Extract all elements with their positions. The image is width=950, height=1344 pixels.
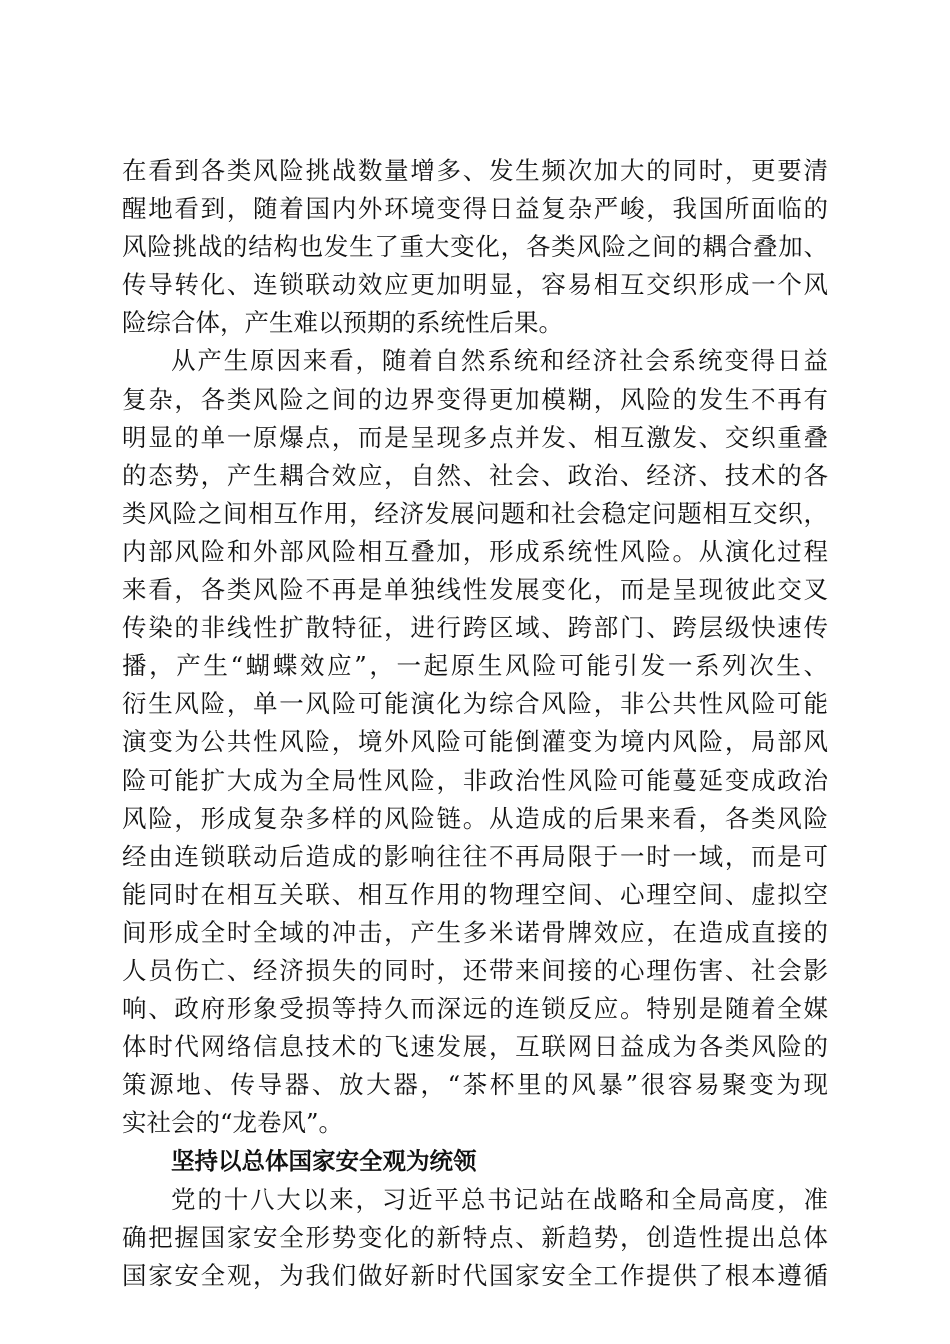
text-line: 风险挑战的结构也发生了重大变化，各类风险之间的耦合叠加、	[122, 232, 828, 262]
text-line: 演变为公共性风险，境外风险可能倒灌变为境内风险，局部风	[122, 727, 828, 757]
text-line: 传导转化、连锁联动效应更加明显，容易相互交织形成一个风	[122, 270, 828, 300]
text-line: 类风险之间相互作用，经济发展问题和社会稳定问题相互交织，	[122, 498, 828, 528]
text-line: 的态势，产生耦合效应，自然、社会、政治、经济、技术的各	[122, 460, 828, 490]
text-line: 复杂，各类风险之间的边界变得更加模糊，风险的发生不再有	[122, 384, 828, 414]
text-line: 响、政府形象受损等持久而深远的连锁反应。特别是随着全媒	[122, 994, 828, 1024]
paragraph-risk-structure	[122, 152, 828, 342]
text-line: 从产生原因来看，随着自然系统和经济社会系统变得日益	[171, 346, 828, 376]
text-line: 国家安全观，为我们做好新时代国家安全工作提供了根本遵循	[122, 1260, 828, 1290]
text-line: 播，产生“蝴蝶效应”，一起原生风险可能引发一系列次生、	[122, 651, 828, 681]
text-line: 体时代网络信息技术的飞速发展，互联网日益成为各类风险的	[122, 1032, 828, 1062]
text-line: 党的十八大以来，习近平总书记站在战略和全局高度，准	[171, 1184, 828, 1214]
paragraph-security-concept	[122, 1181, 828, 1295]
text-line: 间形成全时全域的冲击，产生多米诺骨牌效应，在造成直接的	[122, 917, 828, 947]
section-heading: 坚持以总体国家安全观为统领	[171, 1147, 477, 1176]
text-line: 衍生风险，单一风险可能演化为综合风险，非公共性风险可能	[122, 689, 828, 719]
document-body	[122, 152, 828, 1295]
text-line: 传染的非线性扩散特征，进行跨区域、跨部门、跨层级快速传	[122, 613, 828, 643]
text-line: 经由连锁联动后造成的影响往往不再局限于一时一域，而是可	[122, 841, 828, 871]
paragraph-risk-causes	[122, 342, 828, 1142]
text-line: 在看到各类风险挑战数量增多、发生频次加大的同时，更要清	[122, 156, 828, 185]
text-line: 确把握国家安全形势变化的新特点、新趋势，创造性提出总体	[122, 1222, 828, 1252]
text-line: 风险，形成复杂多样的风险链。从造成的后果来看，各类风险	[122, 803, 828, 833]
text-line: 明显的单一原爆点，而是呈现多点并发、相互激发、交织重叠	[122, 422, 828, 452]
text-line: 内部风险和外部风险相互叠加，形成系统性风险。从演化过程	[122, 536, 828, 566]
text-line: 来看，各类风险不再是单独线性发展变化，而是呈现彼此交叉	[122, 575, 828, 605]
text-line: 能同时在相互关联、相互作用的物理空间、心理空间、虚拟空	[122, 879, 828, 909]
text-line: 险可能扩大成为全局性风险，非政治性风险可能蔓延变成政治	[122, 765, 828, 795]
text-line: 策源地、传导器、放大器，“茶杯里的风暴”很容易聚变为现	[122, 1070, 828, 1100]
text-line: 人员伤亡、经济损失的同时，还带来间接的心理伤害、社会影	[122, 955, 828, 985]
text-line: 醒地看到，随着国内外环境变得日益复杂严峻，我国所面临的	[122, 194, 828, 224]
text-line: 实社会的“龙卷风”。	[122, 1108, 344, 1138]
text-line: 险综合体，产生难以预期的系统性后果。	[122, 308, 563, 338]
